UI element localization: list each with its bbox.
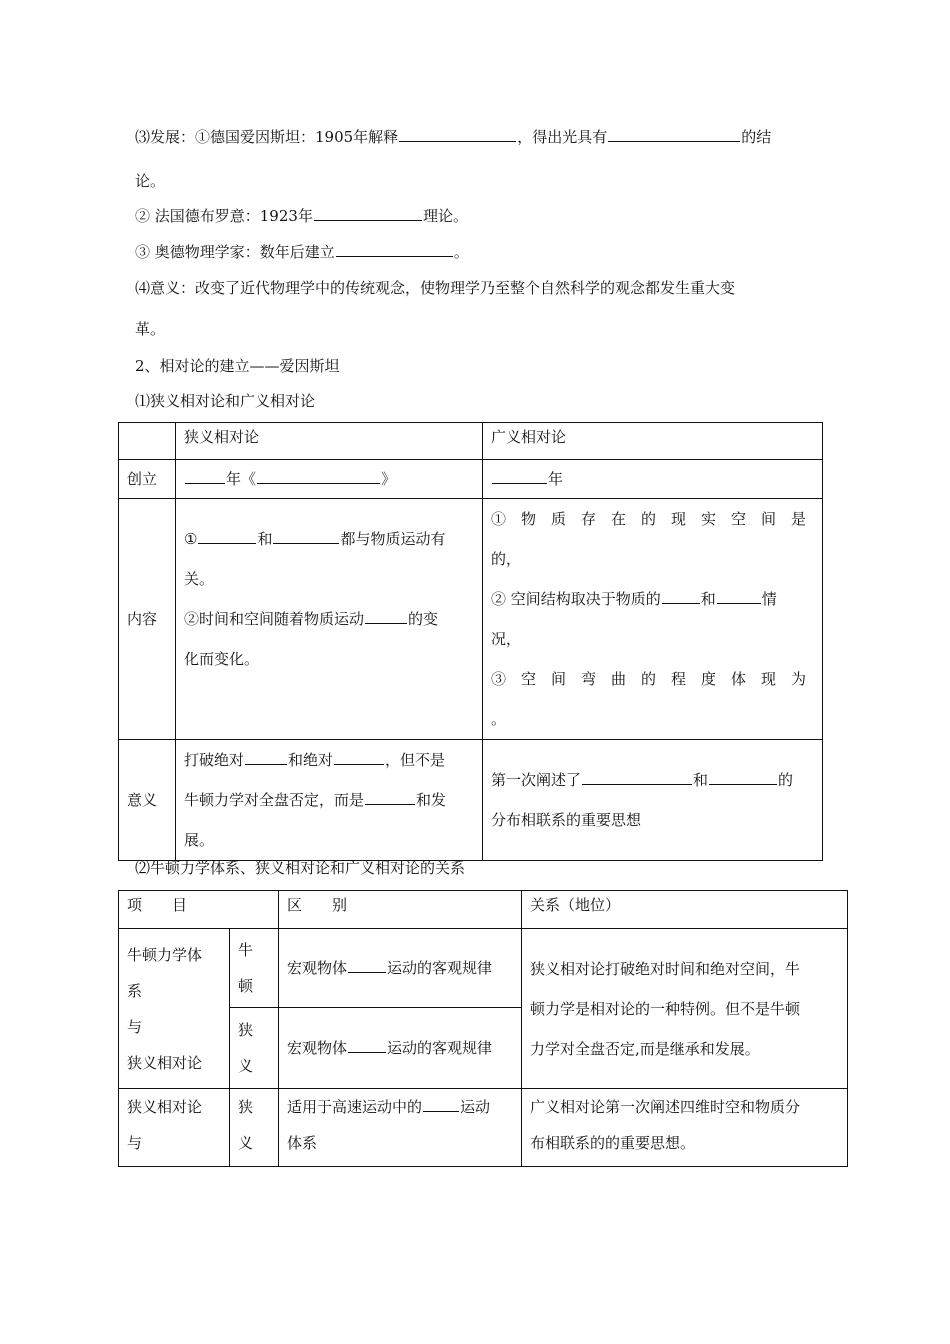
blank-1 <box>399 140 516 142</box>
content-line: 广义相对论第一次阐述四维时空和物质分 <box>530 1098 801 1116</box>
empty-cell <box>119 423 176 460</box>
text: 运动的客观规律 <box>387 1039 493 1057</box>
label-line: 牛顿力学体 <box>127 945 203 964</box>
group2-sub-label <box>230 1089 279 1167</box>
row-label-found: 创立 <box>119 460 176 499</box>
content-line: ③ 空 间 弯 曲 的 程 度 体 现 为 <box>491 670 807 688</box>
text: 和 <box>257 530 273 548</box>
text: 第一次阐述了 <box>491 771 582 789</box>
text: 的结 <box>741 128 772 146</box>
header-special: 狭义相对论 <box>176 423 483 460</box>
text: 适用于高速运动中的 <box>287 1098 423 1116</box>
development-line <box>135 126 771 147</box>
content-line <box>184 740 474 780</box>
content-line: 化而变化。 <box>184 650 260 668</box>
group1-label <box>119 929 230 1089</box>
debroglie-line <box>135 205 468 226</box>
blank <box>423 1110 459 1112</box>
text: ① <box>184 530 198 548</box>
found-general <box>483 460 823 499</box>
label-line: 系 <box>127 981 143 1000</box>
content-line: 体系 <box>287 1134 318 1152</box>
text: ③ 奥德物理学家：数年后建立 <box>135 243 335 261</box>
text: 年《 <box>226 470 257 488</box>
label-line: 狭义相对论 <box>127 1098 203 1116</box>
blank <box>348 1051 386 1053</box>
content-line <box>287 1089 513 1125</box>
text: ，但不是 <box>385 751 446 769</box>
label-line: 狭 <box>238 1021 254 1039</box>
content-line: 展。 <box>184 831 215 849</box>
label-line: 与 <box>127 1134 143 1152</box>
blank <box>348 971 386 973</box>
content-line: 力学对全盘否定,而是继承和发展。 <box>530 1039 760 1058</box>
group2-label <box>119 1089 230 1167</box>
blank <box>365 803 415 805</box>
subheading-2: ⑵牛顿力学体系、狭义相对论和广义相对论的关系 <box>135 859 466 877</box>
blank <box>662 602 700 604</box>
blank <box>273 542 339 544</box>
german-physicist-line <box>135 241 469 262</box>
header-relation: 关系（地位） <box>522 891 848 929</box>
text: 情 <box>761 590 777 608</box>
group2-relation <box>522 1089 848 1167</box>
content-line: 况， <box>491 630 522 648</box>
blank <box>717 602 761 604</box>
text: 宏观物体 <box>287 959 348 977</box>
label-line: 牛 <box>238 941 254 959</box>
label-line: 义 <box>238 1057 254 1075</box>
content-line <box>184 599 474 639</box>
blank <box>245 763 287 765</box>
row-label-content: 内容 <box>119 499 176 740</box>
content-line <box>184 780 474 820</box>
content-line: 的， <box>491 550 522 568</box>
label-line: 顿 <box>238 977 254 995</box>
label-line: 狭义相对论 <box>127 1053 203 1072</box>
content-line: ① 物 质 存 在 的 现 实 空 间 是 <box>491 510 807 528</box>
blank <box>709 783 777 785</box>
table-row <box>119 460 823 499</box>
content-line: 关。 <box>184 570 215 588</box>
content-line: 狭义相对论打破绝对时间和绝对空间，牛 <box>530 959 801 978</box>
text: ②时间和空间随着物质运动 <box>184 610 365 628</box>
row-label-meaning: 意义 <box>119 740 176 861</box>
text: 。 <box>453 243 469 261</box>
text: 》 <box>381 470 397 488</box>
blank-4 <box>336 255 453 257</box>
newton-label <box>230 929 279 1008</box>
heading-relativity: 2、相对论的建立——爱因斯坦 <box>135 357 340 375</box>
text: 的 <box>778 771 794 789</box>
blank <box>492 482 547 484</box>
text: 运动的客观规律 <box>387 959 493 977</box>
blank <box>198 542 256 544</box>
special-label <box>230 1008 279 1089</box>
text: 牛顿力学对全盘否定，而是 <box>184 791 365 809</box>
content-line: 。 <box>491 710 507 728</box>
header-diff: 区 别 <box>279 891 522 929</box>
content-line <box>491 579 814 619</box>
label-line: 狭 <box>238 1098 254 1116</box>
table-row <box>119 499 823 740</box>
text: ② 法国德布罗意：1923年 <box>135 207 313 225</box>
significance-line: ⑷意义：改变了近代物理学中的传统观念，使物理学乃至整个自然科学的观念都发生重大变 <box>135 279 736 297</box>
content-line: 顿力学是相对论的一种特例。但不是牛顿 <box>530 999 801 1018</box>
blank <box>185 482 225 484</box>
table-row <box>119 891 848 929</box>
text: 打破绝对 <box>184 751 245 769</box>
blank <box>334 763 384 765</box>
blank <box>582 783 692 785</box>
development-line-cont: 论。 <box>135 172 166 190</box>
subheading-1: ⑴狭义相对论和广义相对论 <box>135 392 316 410</box>
group1-relation <box>522 929 848 1089</box>
text: 和绝对 <box>288 751 334 769</box>
text: 理论。 <box>422 207 468 225</box>
text: ，得出光具有 <box>517 128 608 146</box>
text: 运动 <box>460 1098 491 1116</box>
text: 和 <box>700 590 716 608</box>
text: ② 空间结构取决于物质的 <box>491 590 661 608</box>
text: 和发 <box>416 791 447 809</box>
blank <box>257 482 380 484</box>
table-row <box>119 929 848 1008</box>
significance-line-cont: 革。 <box>135 320 166 338</box>
relation-table <box>118 890 848 1167</box>
relativity-table <box>118 422 823 861</box>
content-line: 分布相联系的重要思想 <box>491 811 642 829</box>
header-general: 广义相对论 <box>483 423 823 460</box>
label-line: 与 <box>127 1017 143 1036</box>
newton-diff <box>279 929 522 1008</box>
found-special <box>176 460 483 499</box>
blank-2 <box>608 140 740 142</box>
group2-diff <box>279 1089 522 1167</box>
text: 和 <box>693 771 709 789</box>
text: 宏观物体 <box>287 1039 348 1057</box>
label-line: 义 <box>238 1134 254 1152</box>
blank-3 <box>314 219 422 221</box>
blank <box>365 622 407 624</box>
content-line <box>491 760 814 800</box>
table-row <box>119 1089 848 1167</box>
special-diff <box>279 1008 522 1089</box>
content-general <box>483 499 823 740</box>
header-item: 项 目 <box>119 891 279 929</box>
text: 都与物质运动有 <box>340 530 446 548</box>
meaning-general <box>483 740 823 861</box>
table-row <box>119 740 823 861</box>
text: ⑶发展：①德国爱因斯坦：1905年解释 <box>135 128 399 146</box>
content-line <box>184 519 474 559</box>
table-row <box>119 423 823 460</box>
content-line: 布相联系的的重要思想。 <box>530 1134 696 1152</box>
text: 的变 <box>408 610 439 628</box>
content-special <box>176 499 483 740</box>
meaning-special <box>176 740 483 861</box>
text: 年 <box>548 470 564 488</box>
